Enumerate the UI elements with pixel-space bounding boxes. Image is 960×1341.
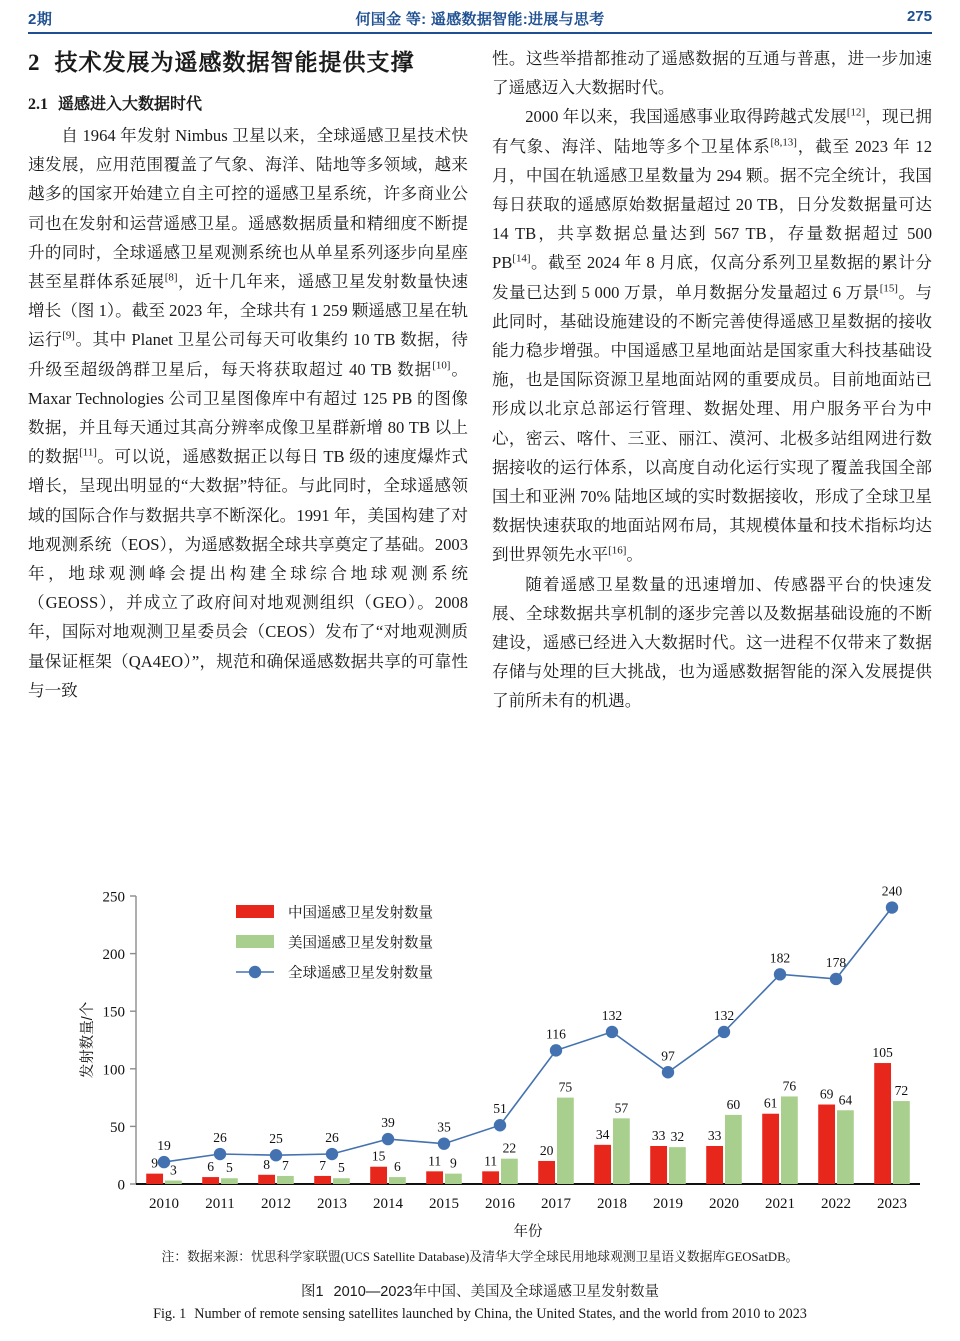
figure-caption-cn — [28, 1280, 932, 1301]
section-number: 2 — [28, 50, 41, 75]
paragraph-right-3: 随着遥感卫星数量的迅速增加、传感器平台的快速发展、全球数据共享机制的逐步完善以及数据基础设施的不断建设，遥感已经进入大数据时代。这一进程不仅带来了数据存储与处理的巨大挑战，也为遥感数据智能的深入发展提供了前所未有的机遇。 — [492, 574, 932, 711]
svg-text:2018: 2018 — [597, 1196, 627, 1212]
satellite-launch-chart — [28, 884, 932, 1244]
citation-ref-9: [9] — [62, 329, 75, 342]
svg-text:6: 6 — [207, 1159, 215, 1175]
svg-text:182: 182 — [769, 950, 791, 966]
figure-caption-en-label: Fig. 1 — [153, 1306, 187, 1322]
svg-text:2016: 2016 — [485, 1196, 515, 1212]
svg-text:22: 22 — [502, 1140, 517, 1156]
svg-text:全球遥感卫星发射数量: 全球遥感卫星发射数量 — [288, 965, 433, 982]
svg-text:2014: 2014 — [373, 1196, 403, 1212]
svg-text:发射数量/个: 发射数量/个 — [80, 1001, 96, 1079]
svg-text:2012: 2012 — [261, 1196, 291, 1212]
svg-text:105: 105 — [872, 1045, 893, 1061]
svg-text:60: 60 — [726, 1096, 741, 1112]
svg-text:132: 132 — [713, 1007, 735, 1023]
svg-text:150: 150 — [102, 1004, 125, 1021]
subsection-number: 2.1 — [28, 96, 48, 113]
svg-text:26: 26 — [213, 1130, 227, 1146]
section-title-text: 技术发展为遥感数据智能提供支撑 — [54, 50, 415, 75]
svg-text:26: 26 — [325, 1130, 339, 1146]
para-text: 自 1964 年发射 Nimbus 卫星以来，全球遥感卫星技术快速发展，应用范围覆盖了气象、海洋、陆地等多领域，越来越多的国家开始建立自主可控的遥感卫星系统，许多商业公司也在发射和运营遥感卫星。遥感数据质量和精细度不断提升的同时，全球遥感卫星观测系统也从单星系列逐步向星座甚至星群体系延展 — [28, 126, 468, 292]
svg-text:2013: 2013 — [317, 1196, 347, 1212]
svg-text:5: 5 — [225, 1160, 233, 1176]
running-head-issue: 2期 — [28, 11, 53, 28]
left-column — [28, 44, 468, 705]
svg-text:2023: 2023 — [877, 1196, 907, 1212]
figure-note: 注：数据来源：忧思科学家联盟(UCS Satellite Database)及清华大学全球民用地球观测卫星语义数据库GEOSatDB。 — [161, 1250, 799, 1264]
svg-text:2022: 2022 — [821, 1196, 851, 1212]
para-text: 。 — [626, 545, 643, 565]
running-head — [28, 8, 932, 42]
svg-text:50: 50 — [110, 1119, 125, 1136]
citation-ref-12: [12] — [846, 106, 866, 119]
svg-text:32: 32 — [670, 1129, 685, 1145]
right-column — [492, 44, 932, 716]
figure-1 — [28, 884, 932, 1332]
svg-text:57: 57 — [614, 1100, 629, 1116]
svg-text:116: 116 — [546, 1026, 566, 1042]
citation-ref-8: [8] — [164, 271, 178, 284]
subsection-title-text: 遥感进入大数据时代 — [58, 96, 203, 113]
svg-text:61: 61 — [763, 1095, 778, 1111]
svg-text:0: 0 — [117, 1177, 125, 1194]
svg-text:250: 250 — [102, 889, 125, 906]
figure-caption-en — [28, 1306, 932, 1323]
para-text: 2000 年以来，我国遥感事业取得跨越式发展 — [525, 107, 847, 127]
svg-text:8: 8 — [263, 1156, 271, 1172]
svg-text:75: 75 — [558, 1079, 573, 1095]
para-text: ，现已拥有气象、海洋、陆地等多个卫星体系 — [492, 107, 933, 156]
para-text: 。可以说，遥感数据正以每日 TB 级的速度爆炸式增长，呈现出明显的“大数据”特征。与此同时，全球遥感领域的国际合作与数据共享不断深化。1991 年，美国构建了对地观测系统（EOS），为遥感数据全球共享奠定了基础。2003 年，地球观测峰会提出构建全球综合地球观测系统（GEOSS），并成立了政府间对地观测组织（GEO）。2008 年，国际对地观测卫星委员会（CEOS）发布了“对地观测质量保证框架（QA4EO）”，规范和确保遥感数据共享的可靠性与一致 — [28, 447, 469, 700]
article-body — [28, 44, 932, 884]
para-text: 。Maxar Technologies 公司卫星图像库中有超过 125 PB 的图像数据，并且每天通过其高分辨率成像卫星群新增 80 TB 以上的数据 — [28, 359, 469, 467]
svg-text:7: 7 — [319, 1157, 327, 1173]
svg-text:39: 39 — [381, 1115, 395, 1131]
svg-text:9: 9 — [151, 1155, 159, 1171]
svg-text:33: 33 — [707, 1127, 722, 1143]
paragraph-right-2 — [492, 102, 932, 569]
paragraph-right-1: 性。这些举措都推动了遥感数据的互通与普惠，进一步加速了遥感迈入大数据时代。 — [492, 49, 932, 98]
svg-text:64: 64 — [838, 1092, 853, 1108]
svg-text:34: 34 — [595, 1126, 610, 1142]
svg-text:72: 72 — [894, 1083, 909, 1099]
section-heading — [28, 44, 468, 77]
citation-ref-8-13: [8,13] — [770, 136, 797, 149]
svg-text:20: 20 — [539, 1142, 554, 1158]
para-text: ，截至 2023 年 12 月，中国在轨遥感卫星数量为 294 颗。据不完全统计，我国每日获取的遥感原始数据量超过 20 TB，日分发数据量可达 14 TB，共享数据总量达到 567 TB，存量数据超过 500 PB — [492, 136, 932, 273]
citation-ref-11: [11] — [79, 446, 97, 459]
svg-text:2017: 2017 — [541, 1196, 571, 1212]
svg-text:100: 100 — [102, 1062, 125, 1079]
svg-text:35: 35 — [437, 1119, 451, 1135]
svg-text:19: 19 — [157, 1138, 171, 1154]
svg-text:2019: 2019 — [653, 1196, 683, 1212]
svg-text:7: 7 — [281, 1157, 289, 1173]
para-text: 。截至 2024 年 8 月底，仅高分系列卫星数据的累计分发量已达到 5 000 万景，单月数据分发量超过 6 万景 — [492, 253, 932, 302]
citation-ref-14: [14] — [512, 252, 531, 265]
svg-text:5: 5 — [337, 1160, 345, 1176]
header-divider — [28, 32, 932, 34]
citation-ref-10: [10] — [432, 359, 451, 372]
svg-text:200: 200 — [102, 947, 125, 964]
svg-text:11: 11 — [484, 1153, 498, 1169]
svg-text:2015: 2015 — [429, 1196, 459, 1212]
paragraph-left-1 — [28, 121, 468, 705]
svg-text:15: 15 — [371, 1148, 386, 1164]
svg-text:240: 240 — [881, 884, 903, 899]
svg-text:178: 178 — [825, 954, 847, 970]
svg-text:51: 51 — [493, 1101, 507, 1117]
svg-text:33: 33 — [651, 1127, 666, 1143]
svg-text:年份: 年份 — [513, 1224, 543, 1240]
svg-text:2020: 2020 — [709, 1196, 739, 1212]
para-text: ，近十几年来，遥感卫星发射数量快速增长（图 1）。截至 2023 年，全球共有 1 259 颗遥感卫星在轨运行 — [28, 272, 469, 350]
svg-text:3: 3 — [169, 1162, 177, 1178]
svg-text:132: 132 — [601, 1007, 623, 1023]
svg-text:76: 76 — [782, 1078, 797, 1094]
svg-text:2021: 2021 — [765, 1196, 795, 1212]
para-text: 。其中 Planet 卫星公司每天可收集约 10 TB 数据，待升级至超级鸽群卫星后，每天将获取超过 40 TB 数据 — [28, 330, 469, 379]
svg-text:美国遥感卫星发射数量: 美国遥感卫星发射数量 — [288, 935, 433, 952]
page-number: 275 — [906, 8, 932, 25]
svg-text:69: 69 — [819, 1086, 834, 1102]
svg-text:25: 25 — [269, 1131, 283, 1147]
figure-caption-en-text: Number of remote sensing satellites launched by China, the United States, and the world from 2010 to 2023 — [194, 1306, 807, 1322]
svg-text:9: 9 — [449, 1155, 457, 1171]
svg-text:6: 6 — [393, 1159, 401, 1175]
citation-ref-16: [16] — [608, 544, 627, 557]
svg-text:中国遥感卫星发射数量: 中国遥感卫星发射数量 — [288, 905, 433, 922]
subsection-heading — [28, 91, 468, 114]
figure-caption-cn-label: 图1 — [300, 1284, 324, 1300]
running-head-title: 何国金 等: 遥感数据智能:进展与思考 — [355, 11, 605, 28]
svg-text:2010: 2010 — [149, 1196, 179, 1212]
citation-ref-15: [15] — [879, 282, 898, 295]
svg-text:11: 11 — [428, 1153, 442, 1169]
svg-text:2011: 2011 — [205, 1196, 235, 1212]
para-text: 。与此同时，基础设施建设的不断完善使得遥感卫星数据的接收能力稳步增强。中国遥感卫星地面站是国家重大科技基础设施，也是国际资源卫星地面站网的重要成员。目前地面站已形成以北京总部运行管理、数据处理、用户服务平台为中心，密云、喀什、三亚、丽江、漠河、北极多站组网进行数据接收的运行体系，以高度自动化运行实现了覆盖我国全部国土和亚洲 70% 陆地区域的实时数据接收，形成了全球卫星数据快速获取的地面站网布局，其规模体量和技术指标均达到世界领先水平 — [492, 282, 932, 565]
svg-text:97: 97 — [661, 1048, 675, 1064]
figure-caption-cn-text: 2010—2023年中国、美国及全球遥感卫星发射数量 — [333, 1284, 660, 1300]
